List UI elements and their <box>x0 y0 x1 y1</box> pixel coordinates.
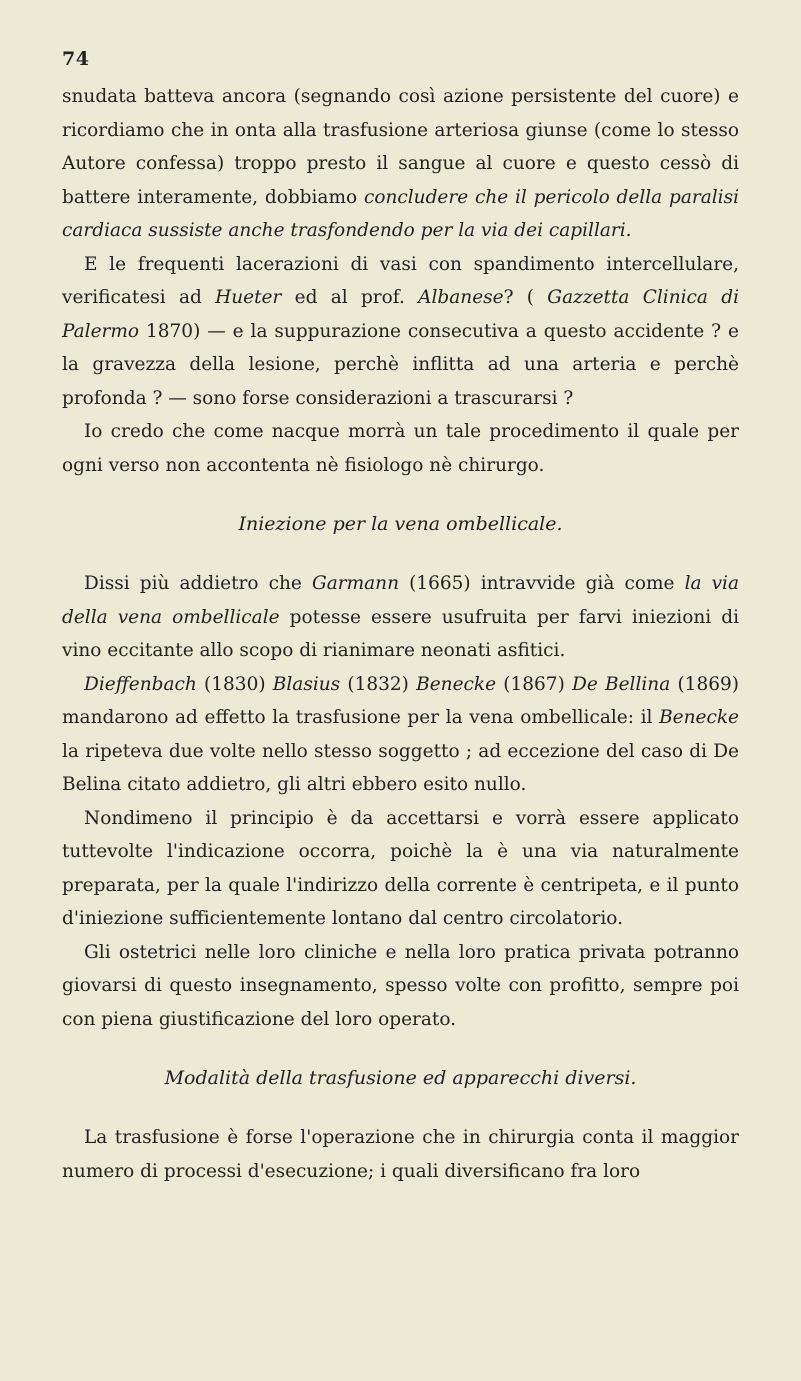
journal-title: Gazzetta Clinica di Palermo <box>62 287 739 342</box>
text-run: potesse essere usufruita per farvi iniezioni di vino eccitante allo scopo di rianimare neonati asfitici. <box>62 606 739 661</box>
text-run: (1867) <box>496 673 572 695</box>
text-run: la ripeteva due volte nello stesso soggetto ; ad eccezione del caso di De Belina citato addietro, gli altri ebbero esito nullo. <box>62 740 739 795</box>
text-run: E le frequenti lacerazioni di vasi con spandimento intercellulare, verificatesi ad <box>62 253 739 308</box>
text-run: 1870) — e la suppurazione consecutiva a questo accidente ? e la gravezza della lesione, perchè inflitta ad una arteria e perchè profonda ? — sono forse considerazioni a trascurarsi ? <box>62 320 739 409</box>
text-run: ? ( <box>503 287 548 308</box>
paragraph-6: Nondimeno il principio è da accettarsi e vorrà essere applicato tuttevolte l'indicazione occorra, poichè la è una via naturalmente preparata, per la quale l'indirizzo della corrente è centripeta, e il punto d'iniezione sufficientemente lontano dal centro circolatorio. <box>62 807 739 929</box>
section-heading-modalities: Modalità della trasfusione ed apparecchi diversi. <box>164 1067 637 1089</box>
author-name: Albanese <box>418 287 504 308</box>
text-run: (1832) <box>340 673 417 695</box>
text-run: (1830) <box>196 673 273 695</box>
author-name: De Bellina <box>572 673 671 695</box>
author-name: Benecke <box>416 673 497 695</box>
author-name: Dieffenbach <box>84 673 197 695</box>
text-run: ed al prof. <box>281 287 419 308</box>
italic-run: la via della vena ombellicale <box>62 573 740 628</box>
text-run: (1869) mandarono ad effetto la trasfusione per la vena ombellicale: il <box>62 673 739 728</box>
paragraph-2 <box>62 248 739 416</box>
author-name: Blasius <box>272 673 341 695</box>
author-name: Garmann <box>311 573 400 594</box>
author-name: Hueter <box>215 287 282 308</box>
page-number: 74 <box>62 48 90 70</box>
paragraph-7: Gli ostetrici nelle loro cliniche e nella loro pratica privata potranno giovarsi di questo insegnamento, spesso volte con profitto, sempre poi con piena giustificazione del loro operato. <box>62 941 739 1030</box>
paragraph-8: La trasfusione è forse l'operazione che in chirurgia conta il maggior numero di processi d'esecuzione; i quali diversificano fra loro <box>62 1127 739 1182</box>
text-run: (1665) intravvide già come <box>399 573 685 594</box>
italic-run: concludere che il pericolo della paralisi cardiaca sussiste anche trasfondendo per la via dei capillari. <box>62 186 740 241</box>
author-name: Benecke <box>659 707 739 728</box>
paragraph-1 <box>62 80 739 248</box>
paragraph-4 <box>62 567 739 668</box>
paragraph-5 <box>62 668 739 802</box>
paragraph-3: Io credo che come nacque morrà un tale procedimento il quale per ogni verso non accontenta nè fisiologo nè chirurgo. <box>62 421 739 476</box>
text-run: snudata batteva ancora (segnando così azione persistente del cuore) e ricordiamo che in onta alla trasfusione arteriosa giunse (come lo stesso Autore confessa) troppo presto il sangue al cuore e questo cessò di battere interamente, dobbiamo <box>62 86 739 208</box>
section-heading-umbilical: Iniezione per la vena ombellicale. <box>238 513 563 535</box>
text-run: Dissi più addietro che <box>84 573 312 594</box>
